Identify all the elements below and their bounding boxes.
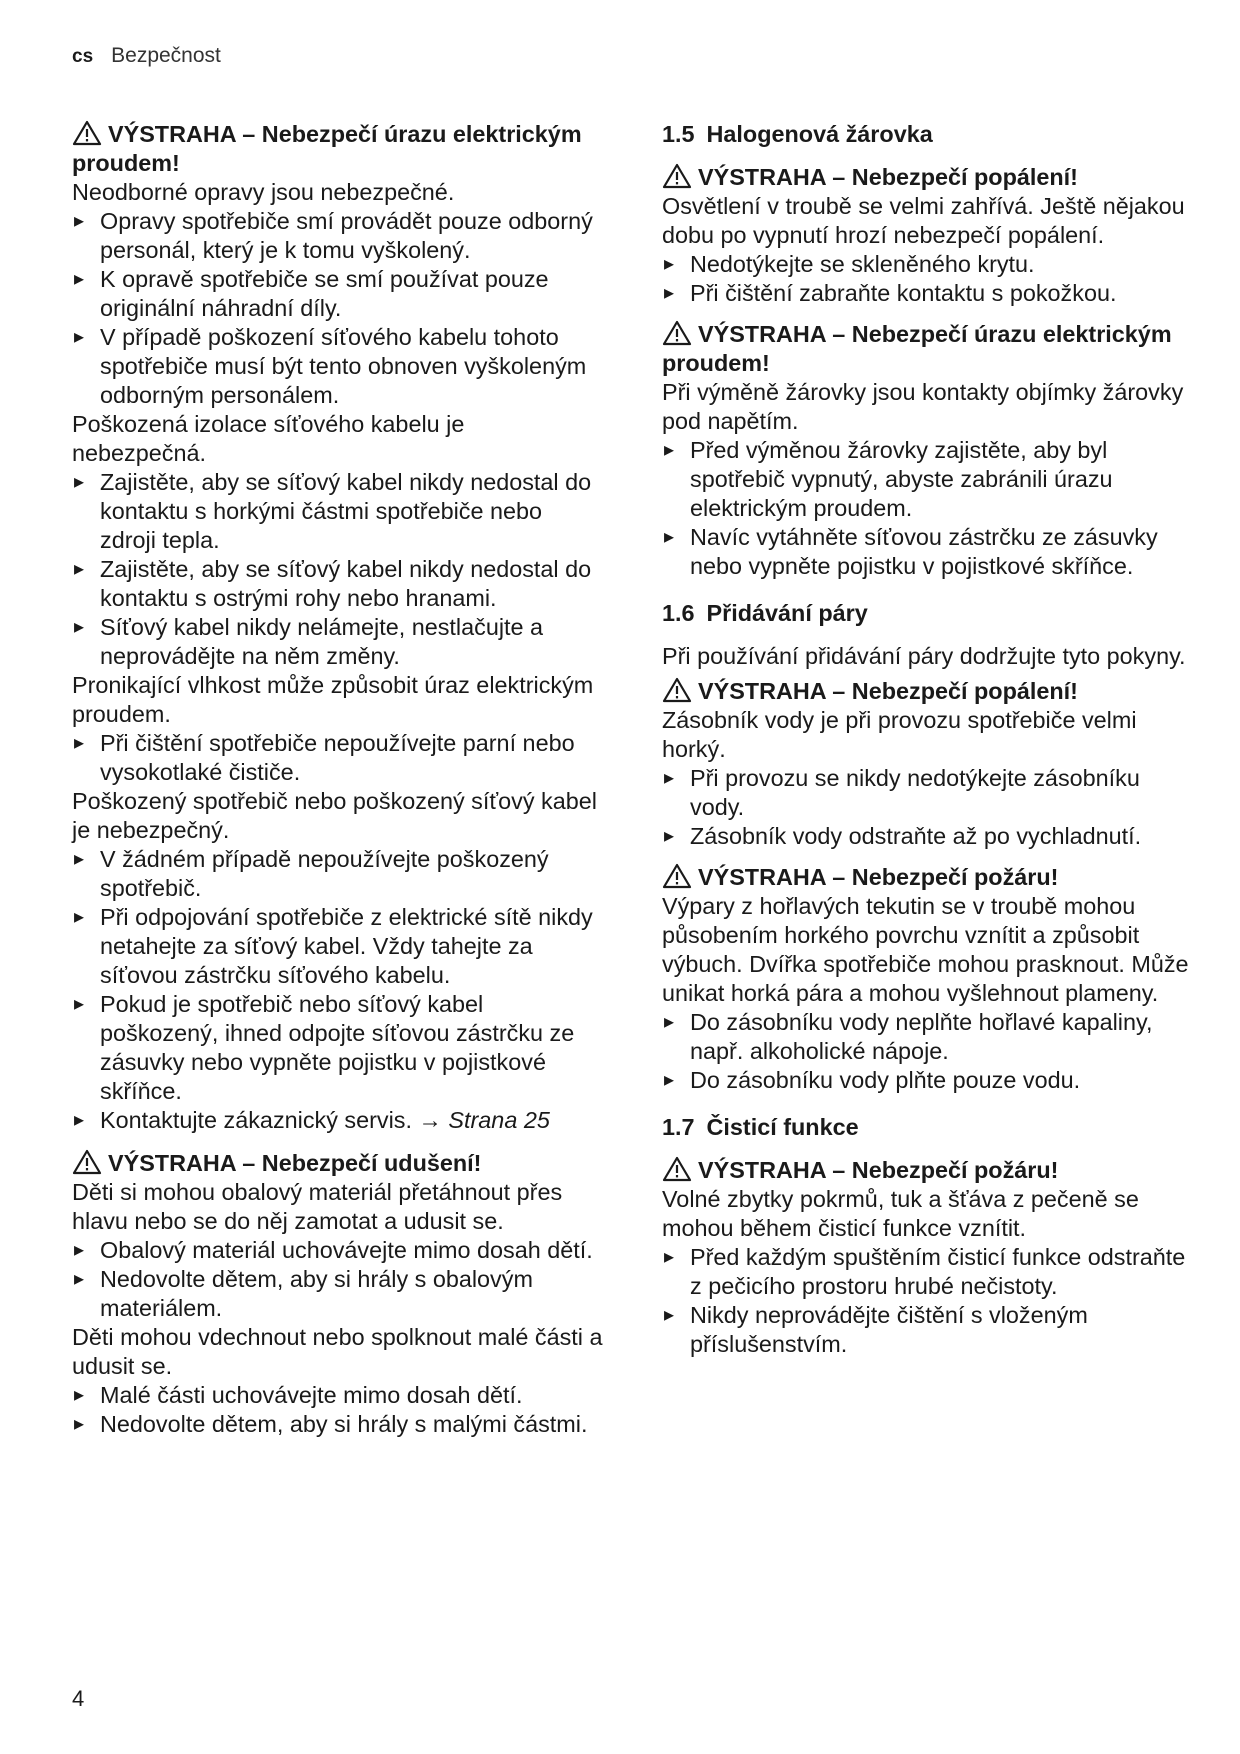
section-heading-1-7: 1.7 Čisticí funkce	[662, 1114, 859, 1140]
warning-triangle-icon	[72, 1149, 102, 1175]
page-number: 4	[72, 1686, 85, 1711]
paragraph: Při výměně žárovky jsou kontakty objímky žárovky pod napětím.	[662, 379, 1184, 434]
bullet-list	[72, 1381, 604, 1439]
page-reference-link[interactable]: Strana 25	[448, 1107, 550, 1133]
warning-title: VÝSTRAHA – Nebezpečí udušení!	[108, 1150, 482, 1176]
list-item: ▸ Zajistěte, aby se síťový kabel nikdy nedostal do kontaktu s horkými částmi spotřebiče nebo zdroji tepla.	[72, 468, 604, 555]
bullet-list	[72, 207, 604, 410]
warning-triangle-icon	[72, 120, 102, 146]
warning-title: VÝSTRAHA – Nebezpečí úrazu elektrickým proudem!	[662, 321, 1172, 376]
bullet-list	[72, 468, 604, 671]
list-item: ▸ Nedotýkejte se skleněného krytu.	[662, 250, 1194, 279]
list-item: ▸ Nedovolte dětem, aby si hrály s obalovým materiálem.	[72, 1265, 604, 1323]
list-item: ▸ Nedovolte dětem, aby si hrály s malými částmi.	[72, 1410, 604, 1439]
paragraph: Zásobník vody je při provozu spotřebiče velmi horký.	[662, 707, 1137, 762]
list-item: ▸ Při čištění zabraňte kontaktu s pokožkou.	[662, 279, 1194, 308]
warning-triangle-icon	[662, 677, 692, 703]
warning-electric-shock	[72, 120, 604, 1135]
warning-title: VÝSTRAHA – Nebezpečí popálení!	[698, 678, 1078, 704]
bullet-list	[72, 729, 604, 787]
list-item: ▸ Zásobník vody odstraňte až po vychladnutí.	[662, 822, 1194, 851]
warning-fire	[662, 863, 1194, 1095]
bullet-list	[72, 1236, 604, 1323]
list-item: ▸ Opravy spotřebiče smí provádět pouze odborný personál, který je k tomu vyškolený.	[72, 207, 604, 265]
list-item: ▸ Při čištění spotřebiče nepoužívejte parní nebo vysokotlaké čističe.	[72, 729, 604, 787]
paragraph: Neodborné opravy jsou nebezpečné.	[72, 179, 455, 205]
warning-triangle-icon	[662, 320, 692, 346]
list-item: ▸ Síťový kabel nikdy nelámejte, nestlačujte a neprovádějte na něm změny.	[72, 613, 604, 671]
paragraph: Děti mohou vdechnout nebo spolknout malé části a udusit se.	[72, 1324, 603, 1379]
paragraph: Volné zbytky pokrmů, tuk a šťáva z pečeně se mohou během čisticí funkce vznítit.	[662, 1186, 1139, 1241]
list-item: ▸ V žádném případě nepoužívejte poškozený spotřebič.	[72, 845, 604, 903]
warning-burns	[662, 163, 1194, 308]
section-title: Bezpečnost	[111, 44, 221, 67]
paragraph: Osvětlení v troubě se velmi zahřívá. Ještě nějakou dobu po vypnutí hrozí nebezpečí popálení.	[662, 193, 1185, 248]
warning-burns	[662, 677, 1194, 851]
paragraph: Poškozený spotřebič nebo poškozený síťový kabel je nebezpečný.	[72, 788, 597, 843]
service-text: Kontaktujte zákaznický servis. →	[100, 1107, 442, 1133]
warning-electric-shock	[662, 320, 1194, 581]
list-item: ▸ Obalový materiál uchovávejte mimo dosah dětí.	[72, 1236, 604, 1265]
bullet-list	[662, 250, 1194, 308]
warning-suffocation	[72, 1149, 604, 1439]
bullet-list	[662, 436, 1194, 581]
list-item: ▸ Do zásobníku vody plňte pouze vodu.	[662, 1066, 1194, 1095]
bullet-list	[662, 764, 1194, 851]
list-item: ▸ Malé části uchovávejte mimo dosah dětí.	[72, 1381, 604, 1410]
warning-title: VÝSTRAHA – Nebezpečí požáru!	[698, 864, 1059, 890]
warning-title: VÝSTRAHA – Nebezpečí úrazu elektrickým proudem!	[72, 121, 582, 176]
warning-fire	[662, 1156, 1194, 1359]
list-item: ▸ Do zásobníku vody neplňte hořlavé kapaliny, např. alkoholické nápoje.	[662, 1008, 1194, 1066]
list-item: ▸ V případě poškození síťového kabelu tohoto spotřebiče musí být tento obnoven vyškoleným odborným personálem.	[72, 323, 604, 410]
paragraph: Pronikající vlhkost může způsobit úraz elektrickým proudem.	[72, 672, 594, 727]
section-heading-1-6: 1.6 Přidávání páry	[662, 600, 868, 626]
bullet-list	[662, 1243, 1194, 1359]
warning-triangle-icon	[662, 863, 692, 889]
paragraph: Děti si mohou obalový materiál přetáhnout přes hlavu nebo se do něj zamotat a udusit se.	[72, 1179, 563, 1234]
right-column	[662, 120, 1194, 1371]
list-item: ▸ Nikdy neprovádějte čištění s vloženým příslušenstvím.	[662, 1301, 1194, 1359]
list-item: ▸ Při odpojování spotřebiče z elektrické sítě nikdy netahejte za síťový kabel. Vždy tahejte za síťovou zástrčku síťového kabelu.	[72, 903, 604, 990]
page-header	[72, 44, 221, 68]
warning-title: VÝSTRAHA – Nebezpečí popálení!	[698, 164, 1078, 190]
warning-triangle-icon	[662, 1156, 692, 1182]
warning-title: VÝSTRAHA – Nebezpečí požáru!	[698, 1157, 1059, 1183]
list-item-service	[72, 1106, 604, 1135]
list-item: ▸ Zajistěte, aby se síťový kabel nikdy nedostal do kontaktu s ostrými rohy nebo hranami.	[72, 555, 604, 613]
left-column	[72, 120, 604, 1451]
list-item: ▸ Pokud je spotřebič nebo síťový kabel poškozený, ihned odpojte síťovou zástrčku ze zásuvky nebo vypněte pojistku v pojistkové skříňce.	[72, 990, 604, 1106]
list-item: ▸ Před každým spuštěním čisticí funkce odstraňte z pečicího prostoru hrubé nečistoty.	[662, 1243, 1194, 1301]
list-item: ▸ Navíc vytáhněte síťovou zástrčku ze zásuvky nebo vypněte pojistku v pojistkové skříňce.	[662, 523, 1194, 581]
list-item: ▸ K opravě spotřebiče se smí používat pouze originální náhradní díly.	[72, 265, 604, 323]
list-item: ▸ Před výměnou žárovky zajistěte, aby byl spotřebič vypnutý, abyste zabránili úrazu elektrickým proudem.	[662, 436, 1194, 523]
bullet-list	[662, 1008, 1194, 1095]
paragraph: Poškozená izolace síťového kabelu je nebezpečná.	[72, 411, 465, 466]
paragraph: Při používání přidávání páry dodržujte tyto pokyny.	[662, 643, 1186, 669]
paragraph: Výpary z hořlavých tekutin se v troubě mohou působením horkého povrchu vznítit a způsobit výbuch. Dvířka spotřebiče mohou prasknout. Může unikat horká pára a mohou vyšlehnout plameny.	[662, 893, 1189, 1006]
list-item: ▸ Při provozu se nikdy nedotýkejte zásobníku vody.	[662, 764, 1194, 822]
warning-triangle-icon	[662, 163, 692, 189]
language-code: cs	[72, 46, 94, 67]
bullet-list	[72, 845, 604, 1135]
section-heading-1-5: 1.5 Halogenová žárovka	[662, 121, 933, 147]
